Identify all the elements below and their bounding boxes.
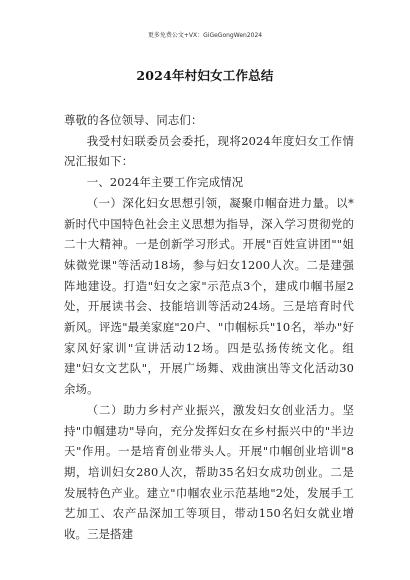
salutation: 尊敬的各位领导、同志们： — [64, 113, 203, 127]
watermark-text: 更多免费公文+VX：GiGeGongWen2024 — [147, 32, 263, 39]
body-paragraph-2: （二）助力乡村产业振兴，激发妇女创业活力。坚持"巾帼建功"导向，充分发挥妇女在乡村振兴中的"半边天"作用。一是培育创业带头人。开展"巾帼创业培训"8期，培训妇女280人次，帮助35名妇女成功创业。二是发展特色产业。建立"巾帼农业示范基地"2处，发展手工艺加工、农产品深加工等项目，带动150名妇女就业增收。三是搭建 — [64, 402, 354, 542]
intro-paragraph: 我受村妇联委员会委托，现将2024年度妇女工作情况汇报如下： — [64, 133, 354, 169]
body-paragraph-1: （一）深化妇女思想引领，凝聚巾帼奋进力量。以*新时代中国特色社会主义思想为指导，深入学习贯彻党的二十大精神。一是创新学习形式。开展"百姓宣讲团""姐妹微党课"等活动18场，参与妇女1200人次。二是建强阵地建设。打造"妇女之家"示范点3个，建成巾帼书屋2处，开展读书会、技能培训等活动24场。三是培育时代新风。评选"最美家庭"20户、"巾帼标兵"10名，举办"好家风好家训"宣讲活动12场。四是弘扬传统文化。组建"妇女文艺队"，开展广场舞、戏曲演出等文化活动30余场。 — [64, 195, 354, 397]
section-heading: 一、2024年主要工作完成情况 — [86, 175, 244, 190]
document-body — [64, 110, 354, 545]
document-title: 2024年村妇女工作总结 — [136, 68, 274, 83]
